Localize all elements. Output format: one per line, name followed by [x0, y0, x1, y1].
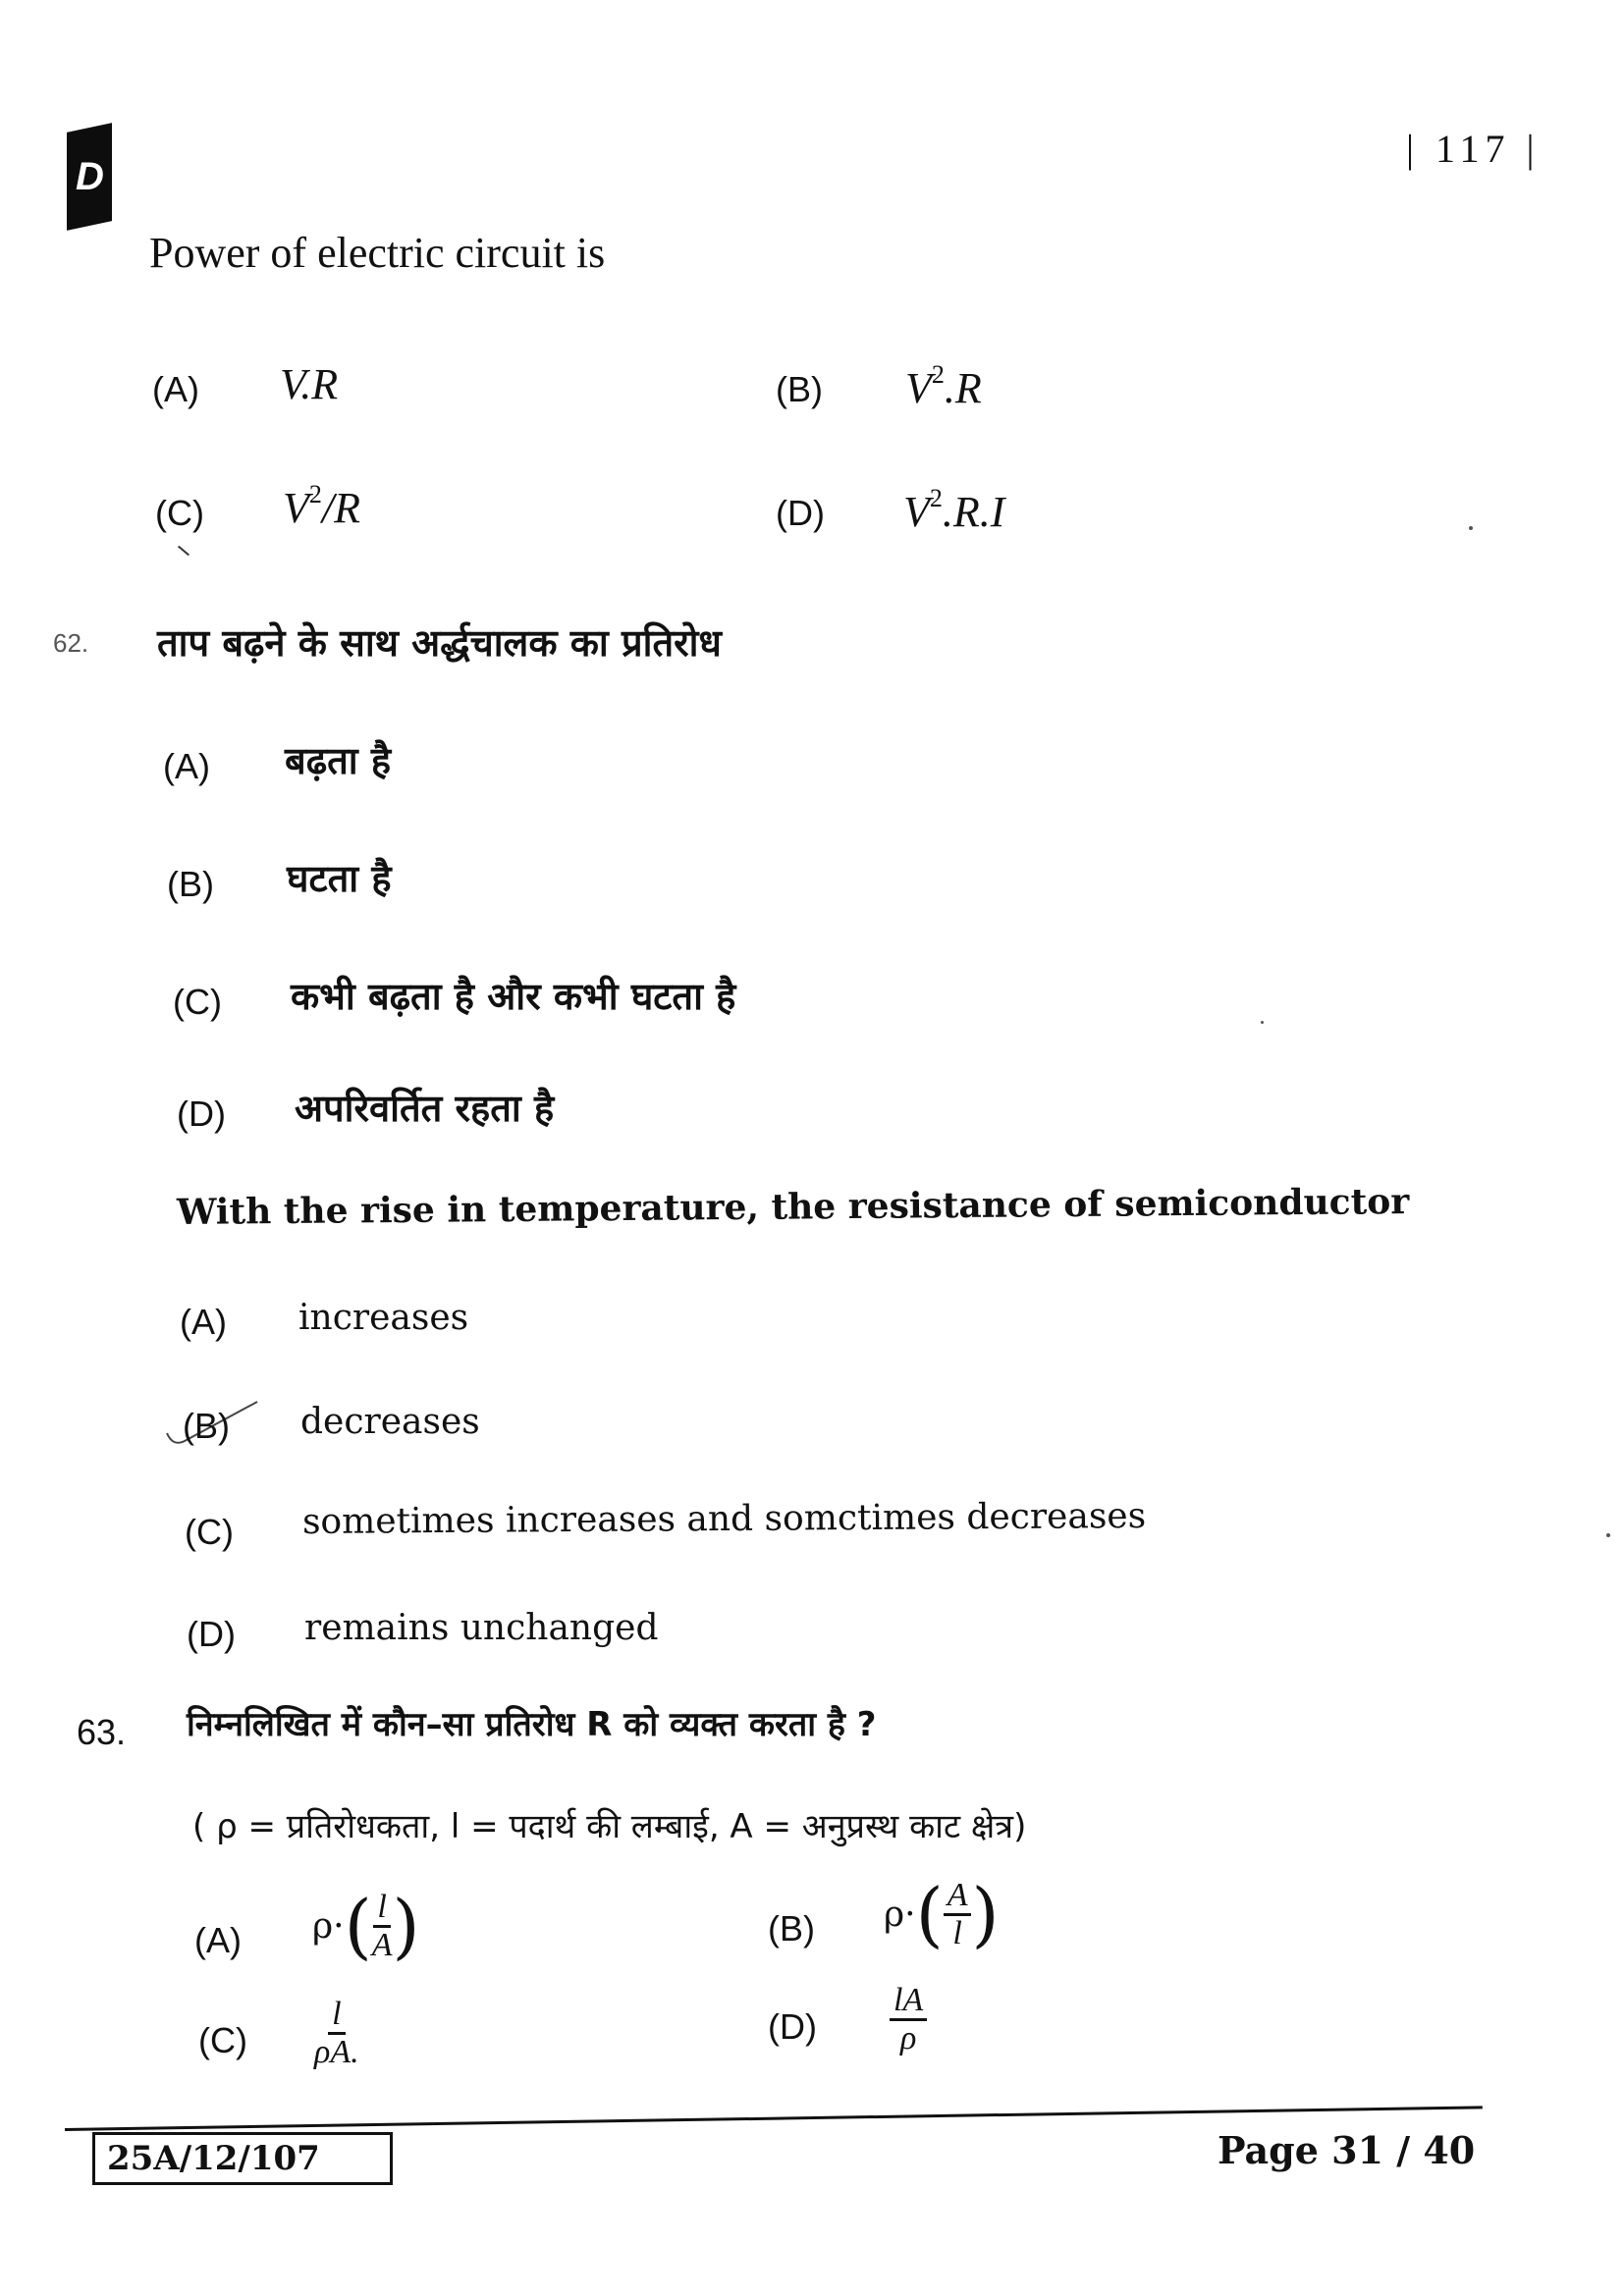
q62-en-option-b-label: (B): [183, 1406, 230, 1446]
q62-en-option-a-text: increases: [298, 1298, 469, 1338]
question-63-hindi-text: निम्नलिखित में कौन–सा प्रतिरोध R को व्यक्त करता है ?: [187, 1705, 877, 1744]
paper-code-box: [92, 2132, 393, 2185]
q63-b-fraction: [944, 1878, 972, 1950]
q63-a-fraction: [372, 1890, 393, 1962]
page-number-top: | 117 |: [1406, 127, 1541, 171]
q63-b-numerator: A: [944, 1878, 972, 1916]
paper-code: 25A/12/107: [107, 2139, 320, 2178]
q62-hi-option-a-label: (A): [163, 746, 210, 786]
set-code-badge: [67, 123, 112, 231]
q61-option-b-label: (B): [776, 369, 823, 409]
q61-option-d-label: (D): [776, 493, 825, 533]
q61-option-b-value: [905, 360, 982, 413]
q61-option-a-label: (A): [152, 369, 199, 409]
q63-option-b-formula: [884, 1873, 1000, 1955]
q62-hi-option-d-label: (D): [177, 1094, 226, 1134]
q61-d-rest: .R.I: [942, 488, 1005, 536]
q62-hi-option-a-text: बढ़ता है: [285, 739, 392, 782]
q62-hi-option-d-text: अपरिवर्तित रहता है: [295, 1087, 555, 1130]
question-63-legend: ( ρ = प्रतिरोधकता, l = पदार्थ की लम्बाई, A = अनुप्रस्थ काट क्षेत्र): [192, 1807, 1027, 1846]
q63-a-denominator: A: [371, 1926, 393, 1963]
question-63-number: 63.: [77, 1712, 127, 1752]
q63-c-numerator: l: [328, 1997, 345, 2035]
q61-b-base: V: [905, 364, 932, 412]
scan-speck: [1469, 526, 1473, 530]
q63-option-c-label: (C): [198, 2020, 247, 2060]
q62-en-option-d-label: (D): [187, 1614, 236, 1654]
q62-hi-option-c-text: कभी बढ़ता है और कभी घटता है: [291, 975, 736, 1018]
q62-hi-option-c-label: (C): [173, 982, 222, 1022]
q61-a-text: V.R: [280, 360, 339, 408]
left-paren: (: [344, 1885, 372, 1967]
q61-d-sup: 2: [929, 484, 943, 513]
q63-option-b-label: (B): [768, 1908, 815, 1949]
left-paren: (: [915, 1873, 944, 1955]
q63-d-denominator: ρ: [899, 2019, 917, 2056]
q61-option-c-value: [283, 480, 360, 533]
q62-hi-option-b-label: (B): [167, 864, 214, 904]
q63-a-numerator: l: [373, 1890, 390, 1928]
q63-option-a-label: (A): [194, 1920, 242, 1960]
q62-hi-option-b-text: घटता है: [287, 857, 392, 900]
scan-speck: [1606, 1533, 1610, 1537]
pen-mark: [178, 546, 189, 557]
q61-b-rest: .R: [944, 364, 982, 412]
q61-option-a-value: [280, 359, 338, 409]
question-62-hindi-text: ताप बढ़ने के साथ अर्द्धचालक का प्रतिरोध: [157, 621, 722, 665]
q63-b-denominator: l: [952, 1914, 962, 1951]
question-62-number: 62.: [53, 628, 89, 658]
q61-c-base: V: [283, 484, 309, 532]
q62-en-option-b-text: decreases: [300, 1402, 480, 1442]
q63-d-numerator: lA: [890, 1983, 927, 2021]
set-code: D: [75, 154, 104, 198]
q62-en-option-c-text: sometimes increases and somctimes decreases: [301, 1496, 1147, 1542]
q61-option-c-label: (C): [155, 493, 204, 533]
q63-option-d-label: (D): [768, 2006, 817, 2047]
q61-option-d-value: [903, 484, 1005, 537]
q62-en-option-d-text: remains unchanged: [304, 1608, 659, 1648]
q61-c-sup: 2: [308, 480, 322, 509]
q61-b-sup: 2: [931, 360, 945, 390]
q63-option-a-formula: [312, 1885, 420, 1967]
right-paren: ): [971, 1873, 1000, 1955]
page-footer: Page 31 / 40: [1218, 2128, 1476, 2172]
question-61-text: Power of electric circuit is: [149, 229, 606, 277]
q63-d-fraction: [890, 1983, 927, 2056]
q62-en-option-c-label: (C): [185, 1512, 234, 1552]
q61-d-base: V: [903, 488, 930, 536]
question-62-english-text: With the rise in temperature, the resistance of semiconductor: [176, 1181, 1410, 1233]
q63-option-c-formula: [314, 1997, 359, 2069]
scan-speck: [1261, 1021, 1264, 1024]
q63-c-denominator: ρA.: [314, 2033, 359, 2070]
right-paren: ): [392, 1885, 420, 1967]
q63-c-fraction: [314, 1997, 359, 2069]
q61-c-rest: /R: [321, 484, 360, 532]
q63-a-prefix: ρ·: [312, 1905, 345, 1947]
q63-b-prefix: ρ·: [884, 1894, 916, 1935]
q63-option-d-formula: [890, 1983, 927, 2056]
q62-en-option-a-label: (A): [180, 1302, 227, 1342]
